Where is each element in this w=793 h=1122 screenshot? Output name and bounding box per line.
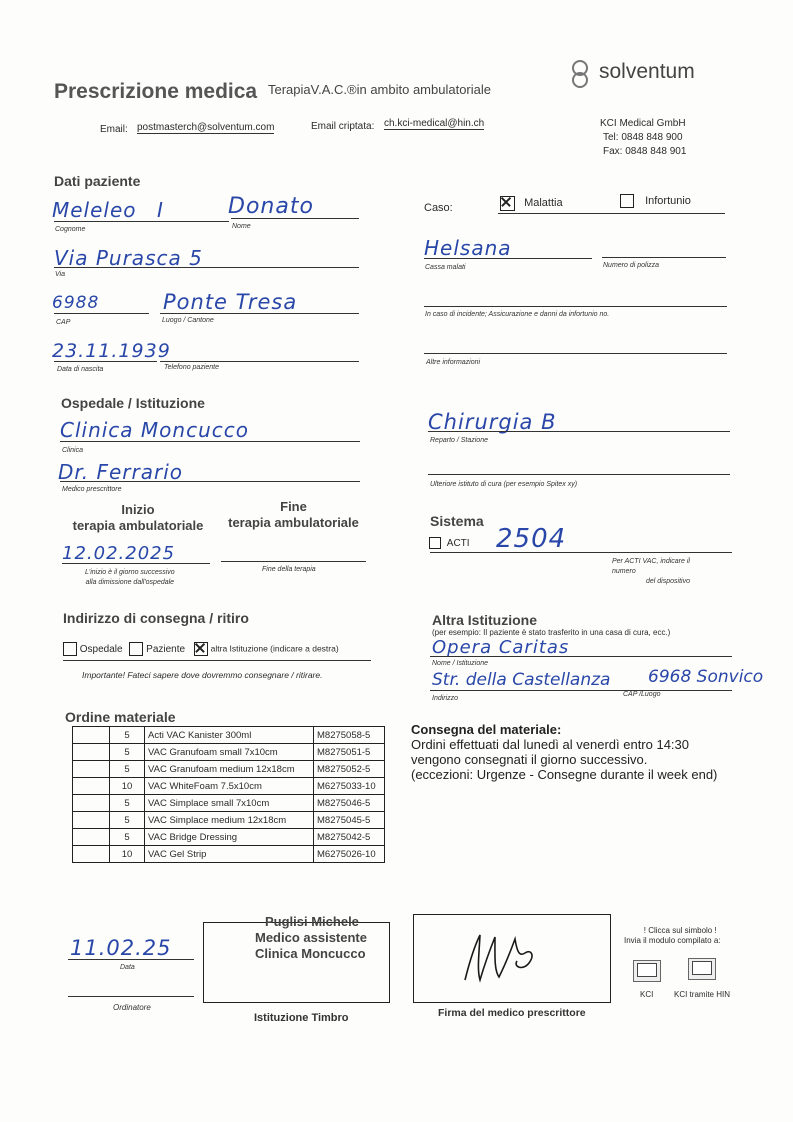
end-heading-2: terapia ambulatoriale: [228, 515, 359, 530]
doctor-value[interactable]: Dr. Ferrario: [58, 460, 184, 484]
order-cell-qty: 5: [110, 761, 145, 778]
city-value[interactable]: Ponte Tresa: [163, 290, 298, 314]
order-cell-code: M8275042-5: [314, 829, 385, 846]
solventum-logo: [566, 58, 596, 95]
brand-name: solventum: [599, 60, 695, 83]
stamp-line-1: Puglisi Michele: [265, 914, 359, 929]
street-line: [54, 267, 359, 268]
order-cell-blank: [73, 761, 110, 778]
phone-line: [160, 361, 359, 362]
order-cell-blank: [73, 778, 110, 795]
signature-caption: Firma del medico prescrittore: [438, 1007, 586, 1019]
start-date-line: [62, 563, 210, 564]
device-line: [430, 552, 732, 553]
delivery-hospital-label: Ospedale: [79, 643, 123, 655]
accident-checkbox[interactable]: [620, 194, 634, 208]
insurer-caption: Cassa malati: [425, 264, 466, 271]
clinic-line: [60, 441, 360, 442]
company-tel: Tel: 0848 848 900: [603, 132, 683, 143]
click-note-1: ! Clicca sul simbolo !: [643, 926, 717, 935]
order-row: [73, 778, 385, 795]
start-heading-2: terapia ambulatoriale: [72, 518, 204, 533]
delivery-section-title: Indirizzo di consegna / ritiro: [63, 610, 249, 626]
city-caption: Luogo / Cantone: [162, 317, 214, 324]
order-section-title: Ordine materiale: [65, 709, 176, 725]
delivery-options: [63, 642, 339, 656]
order-cell-blank: [73, 744, 110, 761]
end-heading: [221, 499, 366, 531]
solventum-logo-icon: [566, 58, 596, 90]
cap-caption: CAP: [56, 319, 71, 326]
order-cell-code: M8275051-5: [314, 744, 385, 761]
consegna-line-2: vengono consegnati il giorno successivo.: [411, 752, 648, 767]
order-cell-qty: 5: [110, 744, 145, 761]
system-section-title: Sistema: [430, 513, 484, 529]
order-row: [73, 846, 385, 863]
order-cell-code: M8275058-5: [314, 727, 385, 744]
further-caption: Ulteriore istituto di cura (per esempio Spitex xy): [430, 481, 578, 488]
ward-line: [428, 431, 730, 432]
delivery-hospital-checkbox[interactable]: [63, 642, 77, 656]
company-fax: Fax: 0848 848 901: [603, 146, 687, 157]
name-caption: Nome: [232, 223, 251, 230]
consegna-line-3: (eccezioni: Urgenze - Consegne durante il week end): [411, 767, 718, 782]
start-heading: [63, 502, 213, 534]
footer-date-line: [68, 959, 194, 960]
delivery-other-checkbox[interactable]: [194, 642, 208, 656]
kci-hin-caption: KCI tramite HIN: [674, 990, 731, 999]
hospital-section-title: Ospedale / Istituzione: [61, 395, 205, 411]
other-institution-title: Altra Istituzione: [432, 612, 538, 628]
order-cell-item: VAC Granufoam small 7x10cm: [145, 744, 314, 761]
doctor-caption: Medico prescrittore: [62, 486, 122, 493]
further-line: [428, 474, 730, 475]
order-table-wrapper: [72, 726, 385, 863]
surname-line: [54, 221, 229, 222]
stamp-line-3: Clinica Moncucco: [255, 946, 366, 961]
end-heading-1: Fine: [280, 499, 307, 514]
footer-date-value[interactable]: 11.02.25: [70, 936, 172, 960]
kci-hin-mail-icon[interactable]: [688, 958, 716, 980]
delivery-other-label: altra Istituzione (indicare a destra): [210, 643, 339, 654]
start-heading-1: Inizio: [121, 502, 155, 517]
order-row: [73, 744, 385, 761]
kci-caption: KCI: [640, 990, 654, 999]
order-cell-blank: [73, 829, 110, 846]
order-cell-blank: [73, 846, 110, 863]
accident-note-caption: In caso di incidente; Assicurazione e danni da infortunio no.: [425, 311, 610, 318]
start-note: [85, 568, 175, 588]
other-institution-example: (per esempio: Il paziente è stato trasferito in una casa di cura, ecc.): [432, 628, 671, 637]
acti-checkbox[interactable]: [429, 537, 441, 549]
city-line: [160, 313, 359, 314]
order-row: [73, 761, 385, 778]
name-value[interactable]: Donato: [228, 194, 314, 219]
order-row: [73, 727, 385, 744]
order-cell-item: VAC WhiteFoam 7.5x10cm: [145, 778, 314, 795]
cap-line: [54, 313, 149, 314]
consegna-block: [411, 722, 717, 782]
click-note-2: Invia il modulo compilato a:: [624, 936, 721, 945]
device-number-value[interactable]: 2504: [496, 524, 567, 554]
order-table: [72, 726, 385, 863]
page-subtitle: TerapiaV.A.C.®in ambito ambulatoriale: [268, 82, 491, 97]
email-encrypted-link[interactable]: ch.kci-medical@hin.ch: [384, 118, 485, 129]
order-cell-blank: [73, 812, 110, 829]
order-row: [73, 795, 385, 812]
consegna-title: Consegna del materiale:: [411, 722, 562, 737]
order-cell-code: M8275052-5: [314, 761, 385, 778]
company-name: KCI Medical GmbH: [600, 118, 686, 129]
surname-caption: Cognome: [55, 226, 86, 233]
birth-caption: Data di nascita: [57, 366, 104, 373]
stamp-caption: Istituzione Timbro: [254, 1012, 349, 1024]
illness-label: Malattia: [524, 197, 563, 210]
clinic-caption: Clinica: [62, 447, 84, 454]
accident-note-line: [424, 306, 727, 307]
order-cell-item: VAC Bridge Dressing: [145, 829, 314, 846]
email-encrypted-label: Email criptata:: [311, 121, 375, 132]
name-line: [231, 218, 359, 219]
order-cell-item: VAC Gel Strip: [145, 846, 314, 863]
order-cell-item: Acti VAC Kanister 300ml: [145, 727, 314, 744]
order-cell-qty: 5: [110, 727, 145, 744]
signature-drawing: [455, 925, 565, 995]
policy-caption: Numero di polizza: [603, 262, 660, 269]
cap-value[interactable]: 6988: [52, 293, 100, 313]
start-note-1: L'inizio è il giorno successivo: [85, 569, 175, 576]
system-note: [612, 557, 690, 587]
end-note: Fine della terapia: [262, 566, 316, 573]
other-cap-city-value[interactable]: 6968 Sonvico: [648, 667, 764, 687]
stamp-line-2: Medico assistente: [255, 930, 367, 945]
other-address-line: [430, 690, 732, 691]
order-cell-item: VAC Simplace medium 12x18cm: [145, 812, 314, 829]
other-name-line: [430, 656, 732, 657]
acti-option[interactable]: [429, 537, 470, 549]
order-row: [73, 812, 385, 829]
doctor-line: [60, 481, 360, 482]
end-date-line: [221, 561, 366, 562]
clinic-value[interactable]: Clinica Moncucco: [60, 418, 249, 442]
order-cell-code: M6275026-10: [314, 846, 385, 863]
system-note-3: del dispositivo: [646, 578, 690, 585]
order-cell-item: VAC Granufoam medium 12x18cm: [145, 761, 314, 778]
email-label: Email:: [100, 124, 128, 135]
surname-mark[interactable]: I: [157, 198, 164, 222]
other-name-caption: Nome / Istituzione: [432, 660, 489, 667]
click-note: [624, 926, 721, 946]
birthdate-value[interactable]: 23.11.1939: [52, 340, 171, 362]
accident-label: Infortunio: [645, 194, 691, 207]
case-accident-option[interactable]: [620, 194, 691, 208]
orderer-line: [68, 996, 194, 997]
delivery-note: Importante! Fateci sapere dove dovremmo consegnare / ritirare.: [82, 670, 323, 680]
other-info-line: [424, 353, 727, 354]
other-address-caption: Indirizzo: [432, 695, 459, 702]
order-cell-code: M8275045-5: [314, 812, 385, 829]
delivery-line: [63, 660, 371, 661]
surname-value[interactable]: Meleleo: [52, 198, 137, 222]
other-info-caption: Altre informazioni: [426, 359, 481, 366]
email-link[interactable]: postmasterch@solventum.com: [137, 122, 275, 133]
other-address-value[interactable]: Str. della Castellanza: [432, 670, 611, 690]
order-cell-blank: [73, 727, 110, 744]
delivery-patient-label: Paziente: [146, 643, 186, 655]
order-cell-item: VAC Simplace small 7x10cm: [145, 795, 314, 812]
ward-caption: Reparto / Stazione: [430, 437, 488, 444]
order-cell-qty: 5: [110, 829, 145, 846]
system-note-1: Per ACTI VAC, indicare il: [612, 558, 690, 565]
case-illness-option[interactable]: [500, 196, 563, 211]
page-title: Prescrizione medica: [54, 80, 258, 103]
acti-label: ACTI: [446, 537, 470, 549]
order-cell-blank: [73, 795, 110, 812]
order-cell-code: M6275033-10: [314, 778, 385, 795]
order-cell-qty: 5: [110, 812, 145, 829]
ward-value[interactable]: Chirurgia B: [428, 410, 557, 434]
order-cell-qty: 5: [110, 795, 145, 812]
order-cell-code: M8275046-5: [314, 795, 385, 812]
other-cap-caption: CAP /Luogo: [623, 691, 661, 698]
case-label: Caso:: [424, 202, 453, 214]
illness-checkbox[interactable]: [500, 196, 515, 211]
order-cell-qty: 10: [110, 846, 145, 863]
phone-caption: Telefono paziente: [164, 364, 220, 371]
insurer-line: [424, 258, 592, 259]
order-row: [73, 829, 385, 846]
start-date-value[interactable]: 12.02.2025: [62, 543, 176, 564]
street-caption: Via: [55, 271, 65, 278]
kci-mail-icon[interactable]: [633, 960, 661, 982]
orderer-caption: Ordinatore: [113, 1003, 151, 1012]
order-cell-qty: 10: [110, 778, 145, 795]
system-note-2: numero: [612, 568, 636, 575]
policy-line: [602, 257, 726, 258]
start-note-2: alla dimissione dall'ospedale: [85, 579, 175, 586]
delivery-patient-checkbox[interactable]: [129, 642, 143, 656]
birth-line: [54, 361, 157, 362]
case-line: [498, 213, 725, 214]
stamp-text: [255, 914, 367, 962]
footer-date-caption: Data: [120, 964, 135, 971]
street-value[interactable]: Via Purasca 5: [54, 246, 203, 270]
other-institution-name-value[interactable]: Opera Caritas: [432, 637, 570, 658]
patient-section-title: Dati paziente: [54, 173, 141, 189]
insurer-value[interactable]: Helsana: [424, 236, 512, 260]
consegna-line-1: Ordini effettuati dal lunedì al venerdì entro 14:30: [411, 737, 690, 752]
